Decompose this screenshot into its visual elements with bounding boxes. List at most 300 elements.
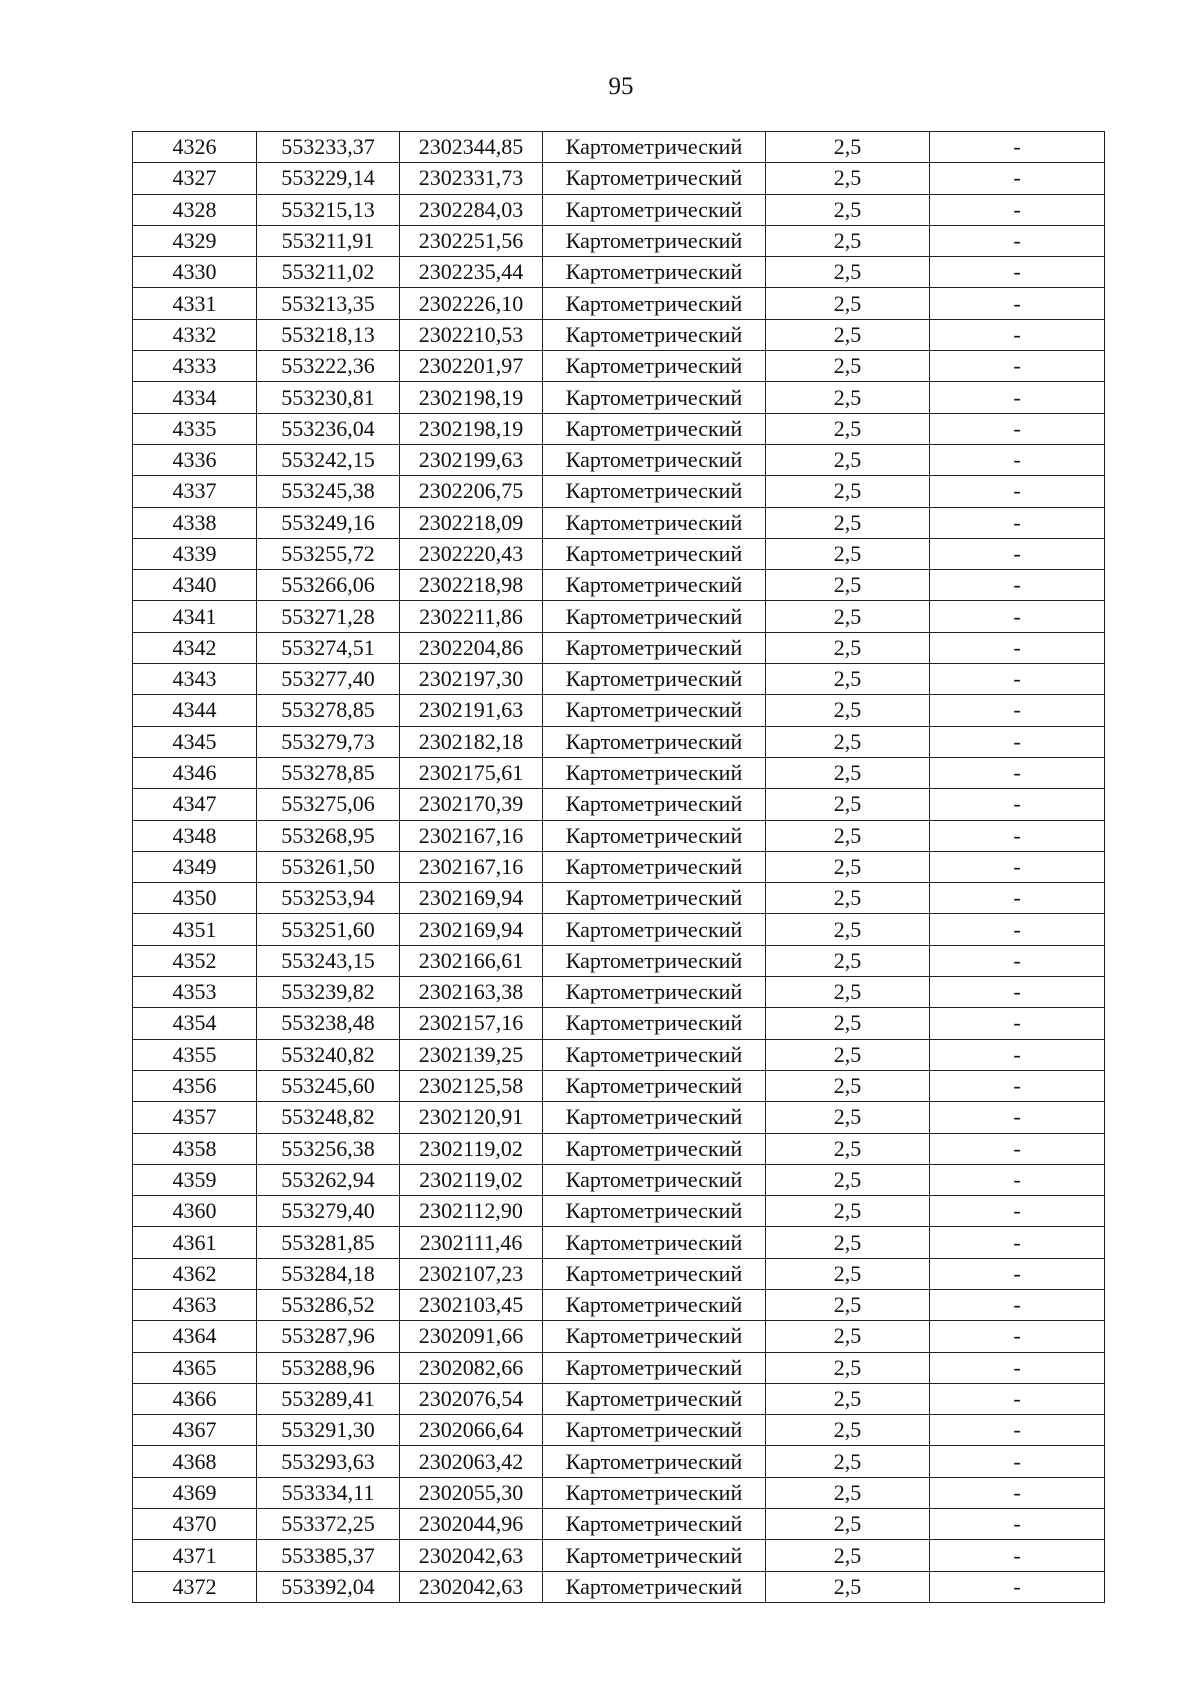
y-coordinate-cell: 2302198,19 xyxy=(400,382,543,413)
x-coordinate-cell: 553215,13 xyxy=(257,194,400,225)
x-coordinate-cell: 553248,82 xyxy=(257,1102,400,1133)
point-number-cell: 4337 xyxy=(133,476,257,507)
note-cell: - xyxy=(930,1383,1105,1414)
x-coordinate-cell: 553230,81 xyxy=(257,382,400,413)
accuracy-cell: 2,5 xyxy=(766,789,930,820)
table-row xyxy=(133,851,1105,882)
y-coordinate-cell: 2302220,43 xyxy=(400,538,543,569)
y-coordinate-cell: 2302182,18 xyxy=(400,726,543,757)
y-coordinate-cell: 2302163,38 xyxy=(400,977,543,1008)
accuracy-cell: 2,5 xyxy=(766,601,930,632)
table-row xyxy=(133,1102,1105,1133)
y-coordinate-cell: 2302197,30 xyxy=(400,664,543,695)
note-cell: - xyxy=(930,851,1105,882)
y-coordinate-cell: 2302235,44 xyxy=(400,257,543,288)
table-row xyxy=(133,194,1105,225)
y-coordinate-cell: 2302169,94 xyxy=(400,914,543,945)
point-number-cell: 4333 xyxy=(133,351,257,382)
note-cell: - xyxy=(930,194,1105,225)
accuracy-cell: 2,5 xyxy=(766,225,930,256)
note-cell: - xyxy=(930,1258,1105,1289)
accuracy-cell: 2,5 xyxy=(766,664,930,695)
note-cell: - xyxy=(930,1070,1105,1101)
table-row xyxy=(133,225,1105,256)
note-cell: - xyxy=(930,664,1105,695)
method-cell: Картометрический xyxy=(543,695,766,726)
method-cell: Картометрический xyxy=(543,288,766,319)
point-number-cell: 4327 xyxy=(133,163,257,194)
x-coordinate-cell: 553268,95 xyxy=(257,820,400,851)
x-coordinate-cell: 553274,51 xyxy=(257,632,400,663)
note-cell: - xyxy=(930,319,1105,350)
y-coordinate-cell: 2302331,73 xyxy=(400,163,543,194)
method-cell: Картометрический xyxy=(543,601,766,632)
method-cell: Картометрический xyxy=(543,444,766,475)
method-cell: Картометрический xyxy=(543,538,766,569)
note-cell: - xyxy=(930,351,1105,382)
table-row xyxy=(133,319,1105,350)
method-cell: Картометрический xyxy=(543,632,766,663)
accuracy-cell: 2,5 xyxy=(766,1039,930,1070)
table-row xyxy=(133,507,1105,538)
point-number-cell: 4352 xyxy=(133,945,257,976)
point-number-cell: 4354 xyxy=(133,1008,257,1039)
x-coordinate-cell: 553245,38 xyxy=(257,476,400,507)
method-cell: Картометрический xyxy=(543,1321,766,1352)
x-coordinate-cell: 553251,60 xyxy=(257,914,400,945)
method-cell: Картометрический xyxy=(543,351,766,382)
x-coordinate-cell: 553236,04 xyxy=(257,413,400,444)
method-cell: Картометрический xyxy=(543,851,766,882)
method-cell: Картометрический xyxy=(543,507,766,538)
table-row xyxy=(133,1133,1105,1164)
method-cell: Картометрический xyxy=(543,319,766,350)
method-cell: Картометрический xyxy=(543,570,766,601)
x-coordinate-cell: 553211,91 xyxy=(257,225,400,256)
table-row xyxy=(133,1352,1105,1383)
y-coordinate-cell: 2302204,86 xyxy=(400,632,543,663)
accuracy-cell: 2,5 xyxy=(766,1321,930,1352)
y-coordinate-cell: 2302170,39 xyxy=(400,789,543,820)
method-cell: Картометрический xyxy=(543,1008,766,1039)
note-cell: - xyxy=(930,507,1105,538)
x-coordinate-cell: 553261,50 xyxy=(257,851,400,882)
note-cell: - xyxy=(930,1227,1105,1258)
note-cell: - xyxy=(930,1446,1105,1477)
note-cell: - xyxy=(930,1039,1105,1070)
accuracy-cell: 2,5 xyxy=(766,1383,930,1414)
accuracy-cell: 2,5 xyxy=(766,476,930,507)
x-coordinate-cell: 553392,04 xyxy=(257,1571,400,1602)
note-cell: - xyxy=(930,413,1105,444)
x-coordinate-cell: 553262,94 xyxy=(257,1164,400,1195)
point-number-cell: 4362 xyxy=(133,1258,257,1289)
accuracy-cell: 2,5 xyxy=(766,1446,930,1477)
y-coordinate-cell: 2302063,42 xyxy=(400,1446,543,1477)
note-cell: - xyxy=(930,1196,1105,1227)
y-coordinate-cell: 2302169,94 xyxy=(400,883,543,914)
note-cell: - xyxy=(930,257,1105,288)
table-row xyxy=(133,726,1105,757)
accuracy-cell: 2,5 xyxy=(766,413,930,444)
y-coordinate-cell: 2302218,98 xyxy=(400,570,543,601)
point-number-cell: 4361 xyxy=(133,1227,257,1258)
point-number-cell: 4365 xyxy=(133,1352,257,1383)
x-coordinate-cell: 553222,36 xyxy=(257,351,400,382)
table-row xyxy=(133,538,1105,569)
note-cell: - xyxy=(930,1008,1105,1039)
method-cell: Картометрический xyxy=(543,664,766,695)
point-number-cell: 4363 xyxy=(133,1289,257,1320)
point-number-cell: 4336 xyxy=(133,444,257,475)
note-cell: - xyxy=(930,1289,1105,1320)
table-row xyxy=(133,132,1105,163)
point-number-cell: 4332 xyxy=(133,319,257,350)
coordinates-table-body xyxy=(133,132,1105,1603)
note-cell: - xyxy=(930,570,1105,601)
note-cell: - xyxy=(930,1509,1105,1540)
point-number-cell: 4344 xyxy=(133,695,257,726)
table-row xyxy=(133,1258,1105,1289)
y-coordinate-cell: 2302044,96 xyxy=(400,1509,543,1540)
method-cell: Картометрический xyxy=(543,1227,766,1258)
method-cell: Картометрический xyxy=(543,476,766,507)
accuracy-cell: 2,5 xyxy=(766,1102,930,1133)
point-number-cell: 4355 xyxy=(133,1039,257,1070)
y-coordinate-cell: 2302091,66 xyxy=(400,1321,543,1352)
y-coordinate-cell: 2302198,19 xyxy=(400,413,543,444)
method-cell: Картометрический xyxy=(543,382,766,413)
table-row xyxy=(133,883,1105,914)
note-cell: - xyxy=(930,1133,1105,1164)
accuracy-cell: 2,5 xyxy=(766,820,930,851)
x-coordinate-cell: 553287,96 xyxy=(257,1321,400,1352)
x-coordinate-cell: 553291,30 xyxy=(257,1415,400,1446)
point-number-cell: 4358 xyxy=(133,1133,257,1164)
point-number-cell: 4346 xyxy=(133,757,257,788)
table-row xyxy=(133,695,1105,726)
accuracy-cell: 2,5 xyxy=(766,1258,930,1289)
point-number-cell: 4359 xyxy=(133,1164,257,1195)
method-cell: Картометрический xyxy=(543,163,766,194)
x-coordinate-cell: 553253,94 xyxy=(257,883,400,914)
y-coordinate-cell: 2302344,85 xyxy=(400,132,543,163)
y-coordinate-cell: 2302120,91 xyxy=(400,1102,543,1133)
point-number-cell: 4342 xyxy=(133,632,257,663)
x-coordinate-cell: 553239,82 xyxy=(257,977,400,1008)
table-row xyxy=(133,570,1105,601)
method-cell: Картометрический xyxy=(543,1164,766,1195)
point-number-cell: 4329 xyxy=(133,225,257,256)
accuracy-cell: 2,5 xyxy=(766,726,930,757)
x-coordinate-cell: 553243,15 xyxy=(257,945,400,976)
note-cell: - xyxy=(930,1477,1105,1508)
accuracy-cell: 2,5 xyxy=(766,1196,930,1227)
point-number-cell: 4326 xyxy=(133,132,257,163)
y-coordinate-cell: 2302175,61 xyxy=(400,757,543,788)
x-coordinate-cell: 553211,02 xyxy=(257,257,400,288)
note-cell: - xyxy=(930,945,1105,976)
table-row xyxy=(133,1289,1105,1320)
note-cell: - xyxy=(930,1321,1105,1352)
accuracy-cell: 2,5 xyxy=(766,1571,930,1602)
table-row xyxy=(133,1227,1105,1258)
accuracy-cell: 2,5 xyxy=(766,351,930,382)
accuracy-cell: 2,5 xyxy=(766,883,930,914)
x-coordinate-cell: 553279,40 xyxy=(257,1196,400,1227)
accuracy-cell: 2,5 xyxy=(766,757,930,788)
method-cell: Картометрический xyxy=(543,1039,766,1070)
y-coordinate-cell: 2302112,90 xyxy=(400,1196,543,1227)
note-cell: - xyxy=(930,914,1105,945)
table-row xyxy=(133,1321,1105,1352)
point-number-cell: 4334 xyxy=(133,382,257,413)
table-row xyxy=(133,1164,1105,1195)
method-cell: Картометрический xyxy=(543,132,766,163)
method-cell: Картометрический xyxy=(543,945,766,976)
table-row xyxy=(133,1446,1105,1477)
accuracy-cell: 2,5 xyxy=(766,1415,930,1446)
note-cell: - xyxy=(930,820,1105,851)
note-cell: - xyxy=(930,789,1105,820)
x-coordinate-cell: 553288,96 xyxy=(257,1352,400,1383)
table-row xyxy=(133,1196,1105,1227)
x-coordinate-cell: 553242,15 xyxy=(257,444,400,475)
method-cell: Картометрический xyxy=(543,1070,766,1101)
accuracy-cell: 2,5 xyxy=(766,194,930,225)
method-cell: Картометрический xyxy=(543,1289,766,1320)
table-row xyxy=(133,1477,1105,1508)
note-cell: - xyxy=(930,225,1105,256)
point-number-cell: 4331 xyxy=(133,288,257,319)
method-cell: Картометрический xyxy=(543,1415,766,1446)
accuracy-cell: 2,5 xyxy=(766,1509,930,1540)
method-cell: Картометрический xyxy=(543,1352,766,1383)
table-row xyxy=(133,632,1105,663)
accuracy-cell: 2,5 xyxy=(766,382,930,413)
table-row xyxy=(133,1415,1105,1446)
y-coordinate-cell: 2302119,02 xyxy=(400,1133,543,1164)
point-number-cell: 4372 xyxy=(133,1571,257,1602)
accuracy-cell: 2,5 xyxy=(766,1352,930,1383)
x-coordinate-cell: 553233,37 xyxy=(257,132,400,163)
accuracy-cell: 2,5 xyxy=(766,851,930,882)
x-coordinate-cell: 553293,63 xyxy=(257,1446,400,1477)
y-coordinate-cell: 2302082,66 xyxy=(400,1352,543,1383)
table-row xyxy=(133,1540,1105,1571)
y-coordinate-cell: 2302211,86 xyxy=(400,601,543,632)
x-coordinate-cell: 553385,37 xyxy=(257,1540,400,1571)
x-coordinate-cell: 553278,85 xyxy=(257,695,400,726)
x-coordinate-cell: 553238,48 xyxy=(257,1008,400,1039)
y-coordinate-cell: 2302167,16 xyxy=(400,851,543,882)
note-cell: - xyxy=(930,444,1105,475)
note-cell: - xyxy=(930,1415,1105,1446)
table-row xyxy=(133,977,1105,1008)
y-coordinate-cell: 2302139,25 xyxy=(400,1039,543,1070)
x-coordinate-cell: 553372,25 xyxy=(257,1509,400,1540)
method-cell: Картометрический xyxy=(543,820,766,851)
note-cell: - xyxy=(930,382,1105,413)
table-row xyxy=(133,1571,1105,1602)
table-row xyxy=(133,288,1105,319)
method-cell: Картометрический xyxy=(543,977,766,1008)
method-cell: Картометрический xyxy=(543,1477,766,1508)
method-cell: Картометрический xyxy=(543,1102,766,1133)
method-cell: Картометрический xyxy=(543,757,766,788)
point-number-cell: 4351 xyxy=(133,914,257,945)
y-coordinate-cell: 2302166,61 xyxy=(400,945,543,976)
accuracy-cell: 2,5 xyxy=(766,257,930,288)
note-cell: - xyxy=(930,476,1105,507)
point-number-cell: 4356 xyxy=(133,1070,257,1101)
point-number-cell: 4369 xyxy=(133,1477,257,1508)
accuracy-cell: 2,5 xyxy=(766,538,930,569)
y-coordinate-cell: 2302167,16 xyxy=(400,820,543,851)
note-cell: - xyxy=(930,757,1105,788)
accuracy-cell: 2,5 xyxy=(766,632,930,663)
method-cell: Картометрический xyxy=(543,194,766,225)
table-row xyxy=(133,1509,1105,1540)
table-row xyxy=(133,476,1105,507)
method-cell: Картометрический xyxy=(543,1571,766,1602)
accuracy-cell: 2,5 xyxy=(766,507,930,538)
note-cell: - xyxy=(930,1571,1105,1602)
method-cell: Картометрический xyxy=(543,1133,766,1164)
note-cell: - xyxy=(930,726,1105,757)
note-cell: - xyxy=(930,1540,1105,1571)
y-coordinate-cell: 2302201,97 xyxy=(400,351,543,382)
method-cell: Картометрический xyxy=(543,225,766,256)
note-cell: - xyxy=(930,288,1105,319)
y-coordinate-cell: 2302218,09 xyxy=(400,507,543,538)
table-row xyxy=(133,1383,1105,1414)
method-cell: Картометрический xyxy=(543,914,766,945)
note-cell: - xyxy=(930,632,1105,663)
x-coordinate-cell: 553213,35 xyxy=(257,288,400,319)
point-number-cell: 4345 xyxy=(133,726,257,757)
y-coordinate-cell: 2302055,30 xyxy=(400,1477,543,1508)
note-cell: - xyxy=(930,1102,1105,1133)
y-coordinate-cell: 2302119,02 xyxy=(400,1164,543,1195)
point-number-cell: 4353 xyxy=(133,977,257,1008)
accuracy-cell: 2,5 xyxy=(766,1070,930,1101)
y-coordinate-cell: 2302042,63 xyxy=(400,1571,543,1602)
point-number-cell: 4341 xyxy=(133,601,257,632)
point-number-cell: 4348 xyxy=(133,820,257,851)
table-row xyxy=(133,257,1105,288)
method-cell: Картометрический xyxy=(543,1540,766,1571)
point-number-cell: 4368 xyxy=(133,1446,257,1477)
accuracy-cell: 2,5 xyxy=(766,444,930,475)
table-row xyxy=(133,820,1105,851)
point-number-cell: 4360 xyxy=(133,1196,257,1227)
method-cell: Картометрический xyxy=(543,1258,766,1289)
x-coordinate-cell: 553249,16 xyxy=(257,507,400,538)
y-coordinate-cell: 2302107,23 xyxy=(400,1258,543,1289)
method-cell: Картометрический xyxy=(543,257,766,288)
accuracy-cell: 2,5 xyxy=(766,1133,930,1164)
table-row xyxy=(133,789,1105,820)
accuracy-cell: 2,5 xyxy=(766,977,930,1008)
x-coordinate-cell: 553334,11 xyxy=(257,1477,400,1508)
note-cell: - xyxy=(930,1164,1105,1195)
method-cell: Картометрический xyxy=(543,789,766,820)
point-number-cell: 4349 xyxy=(133,851,257,882)
accuracy-cell: 2,5 xyxy=(766,288,930,319)
table-row xyxy=(133,757,1105,788)
x-coordinate-cell: 553284,18 xyxy=(257,1258,400,1289)
method-cell: Картометрический xyxy=(543,1446,766,1477)
y-coordinate-cell: 2302157,16 xyxy=(400,1008,543,1039)
point-number-cell: 4371 xyxy=(133,1540,257,1571)
note-cell: - xyxy=(930,977,1105,1008)
method-cell: Картометрический xyxy=(543,1383,766,1414)
method-cell: Картометрический xyxy=(543,1196,766,1227)
accuracy-cell: 2,5 xyxy=(766,570,930,601)
x-coordinate-cell: 553266,06 xyxy=(257,570,400,601)
y-coordinate-cell: 2302206,75 xyxy=(400,476,543,507)
accuracy-cell: 2,5 xyxy=(766,1164,930,1195)
note-cell: - xyxy=(930,883,1105,914)
table-row xyxy=(133,1070,1105,1101)
point-number-cell: 4350 xyxy=(133,883,257,914)
point-number-cell: 4343 xyxy=(133,664,257,695)
note-cell: - xyxy=(930,695,1105,726)
accuracy-cell: 2,5 xyxy=(766,319,930,350)
note-cell: - xyxy=(930,601,1105,632)
point-number-cell: 4339 xyxy=(133,538,257,569)
y-coordinate-cell: 2302076,54 xyxy=(400,1383,543,1414)
x-coordinate-cell: 553279,73 xyxy=(257,726,400,757)
point-number-cell: 4338 xyxy=(133,507,257,538)
point-number-cell: 4366 xyxy=(133,1383,257,1414)
x-coordinate-cell: 553218,13 xyxy=(257,319,400,350)
method-cell: Картометрический xyxy=(543,1509,766,1540)
table-row xyxy=(133,382,1105,413)
point-number-cell: 4367 xyxy=(133,1415,257,1446)
point-number-cell: 4328 xyxy=(133,194,257,225)
table-row xyxy=(133,914,1105,945)
note-cell: - xyxy=(930,163,1105,194)
x-coordinate-cell: 553275,06 xyxy=(257,789,400,820)
point-number-cell: 4340 xyxy=(133,570,257,601)
page-number: 95 xyxy=(608,73,634,100)
y-coordinate-cell: 2302103,45 xyxy=(400,1289,543,1320)
point-number-cell: 4370 xyxy=(133,1509,257,1540)
table-row xyxy=(133,351,1105,382)
x-coordinate-cell: 553278,85 xyxy=(257,757,400,788)
coordinates-table xyxy=(132,131,1105,1603)
table-row xyxy=(133,945,1105,976)
accuracy-cell: 2,5 xyxy=(766,1477,930,1508)
table-row xyxy=(133,413,1105,444)
point-number-cell: 4335 xyxy=(133,413,257,444)
y-coordinate-cell: 2302191,63 xyxy=(400,695,543,726)
point-number-cell: 4347 xyxy=(133,789,257,820)
accuracy-cell: 2,5 xyxy=(766,1008,930,1039)
point-number-cell: 4364 xyxy=(133,1321,257,1352)
method-cell: Картометрический xyxy=(543,413,766,444)
note-cell: - xyxy=(930,538,1105,569)
method-cell: Картометрический xyxy=(543,726,766,757)
x-coordinate-cell: 553271,28 xyxy=(257,601,400,632)
y-coordinate-cell: 2302042,63 xyxy=(400,1540,543,1571)
table-row xyxy=(133,444,1105,475)
point-number-cell: 4330 xyxy=(133,257,257,288)
table-row xyxy=(133,1008,1105,1039)
table-row xyxy=(133,664,1105,695)
